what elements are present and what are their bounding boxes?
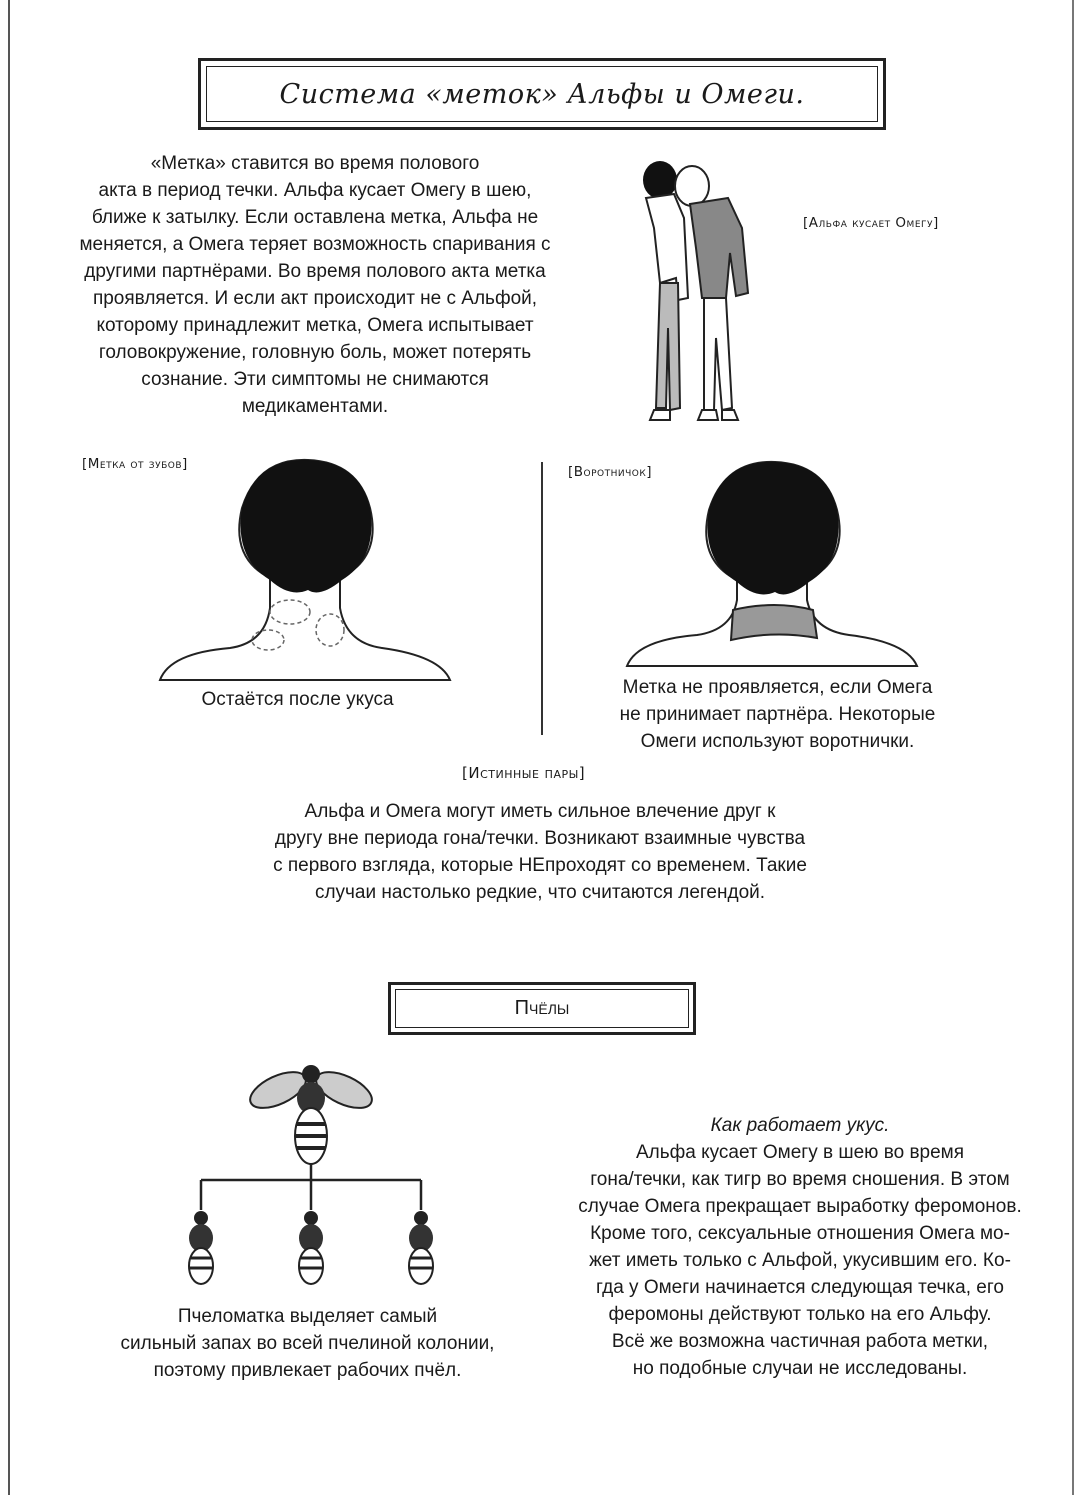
hair [708, 462, 839, 595]
collar-illustration [627, 460, 917, 666]
alpha-bites-omega-label: [Альфа кусает Омегу] [803, 215, 939, 231]
omega-sweater [690, 198, 748, 298]
title-frame [198, 58, 886, 130]
collar-label: [Воротничок] [568, 464, 653, 480]
bee-hierarchy-diagram [180, 1052, 440, 1302]
worker-bee-icon [299, 1211, 323, 1284]
omega-legs [704, 298, 732, 410]
omega-head [675, 166, 709, 206]
collar-caption: Метка не проявляется, если Омега не принимает партнёра. Некоторые Омеги используют воротнички. [619, 677, 936, 752]
bees-caption: Пчеломатка выделяет самый сильный запах во всей пчелиной колонии, поэтому привлекает рабочих пчёл. [120, 1306, 495, 1381]
intro-paragraph: «Метка» ставится во время полового акта в период течки. Альфа кусает Омегу в шею, ближе к затылку. Если оставлена метка, Альфа не меняется, а Омега теряет возможность спаривания с другими партнёрами. Во время полового акта метка проявляется. И если акт происходит не с Альфой, которому принадлежит метка, Омега испытывает головокружение, головную боль, может потерять сознание. Эти симптомы не снимаются медикаментами. [79, 153, 551, 417]
true-pairs-label: [Истинные пары] [462, 764, 586, 782]
worker-bee-icon [189, 1211, 213, 1284]
page-title: Система «меток» Альфы и Омеги. [279, 78, 805, 110]
teeth-mark-label: [Метка от зубов] [82, 456, 188, 472]
queen-bee-icon [245, 1065, 377, 1164]
bees-heading-frame [388, 982, 696, 1035]
collar [731, 605, 817, 640]
true-pairs-paragraph: Альфа и Омега могут иметь сильное влечение друг к другу вне периода гона/течки. Возникают взаимные чувства с первого взгляда, которые НЕпроходят со временем. Такие случаи настолько редкие, что считаются легендой. [273, 801, 807, 903]
hair [241, 460, 372, 593]
page-right-edge [1072, 0, 1074, 1495]
alpha-legs [656, 283, 680, 410]
how-bite-works-paragraph: Альфа кусает Омегу в шею во время гона/течки, как тигр во время сношения. В этом случае Омега прекращает выработку феромонов. Кроме того, сексуальные отношения Омега мо- жет иметь только с Альфой, укусившим его. Ко- гда у Омеги начинается следующая течка, его феромоны действуют только на его Альфу. Всё же возможна частичная работа метки, но подобные случаи не исследованы. [578, 1142, 1022, 1379]
teeth-mark-caption: Остаётся после укуса [201, 689, 394, 710]
neck-bite-mark-illustration [160, 458, 450, 680]
worker-bee-icon [409, 1211, 433, 1284]
page-left-edge [8, 0, 10, 1495]
hierarchy-lines [201, 1164, 421, 1210]
section-divider [541, 462, 543, 735]
bees-heading: Пчёлы [395, 989, 689, 1028]
how-bite-works-title: Как работает укус. [710, 1115, 890, 1136]
alpha-bites-omega-illustration [630, 158, 770, 430]
